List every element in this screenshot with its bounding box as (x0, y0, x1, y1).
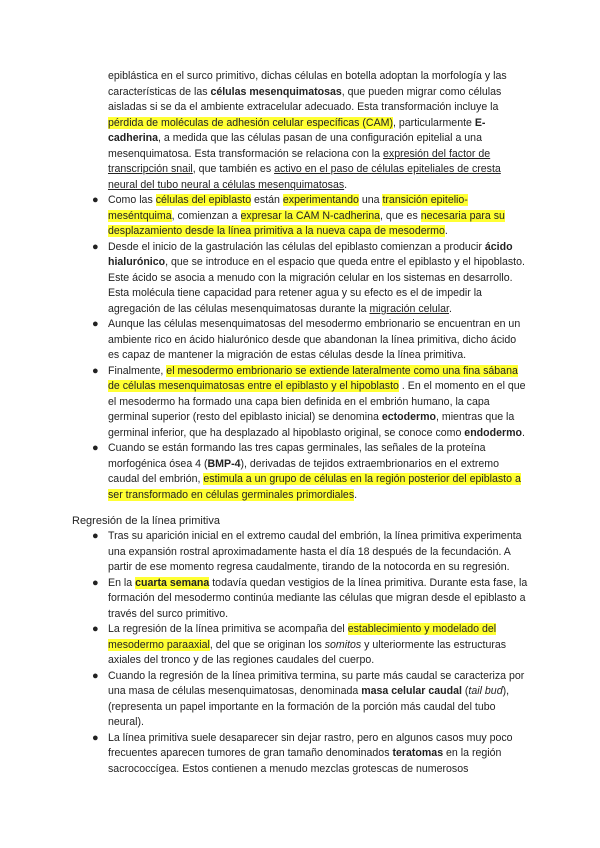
list-item (92, 669, 528, 731)
bullet-icon: ● (92, 669, 99, 682)
list-item (92, 576, 528, 623)
text-run: . (521, 426, 525, 439)
text-run: Tras su aparición inicial en el extremo caudal del embrión, la línea primitiva experimenta una expansión rostral aproximadamente hasta el día 18 después de la fecundación. A partir de ese momento regresa caudalmente, tirando de la notocorda en su regresión. (108, 530, 522, 573)
bullet-list-regression (92, 529, 528, 777)
highlighted-text: necesaria para su desplazamiento desde la línea primitiva a la nueva capa de mesodermo (108, 209, 505, 237)
text-run: , comienzan a (171, 209, 241, 222)
bullet-icon: ● (92, 318, 99, 330)
text-run: Como las (108, 194, 156, 206)
text-run: una (358, 194, 383, 206)
continuation-paragraph (108, 69, 528, 193)
underlined-text: migración celular (369, 302, 449, 315)
text-run: ), (representa un papel importante en la formación de la porción más caudal del tubo neural). (108, 685, 510, 728)
bold-term: masa celular caudal (361, 685, 462, 697)
bullet-list-gastrulation (92, 193, 528, 503)
bullet-icon: ● (92, 442, 99, 454)
list-item (92, 622, 528, 669)
bullet-icon: ● (92, 731, 99, 744)
underlined-text: expresión del factor de transcripción snail (108, 147, 491, 175)
text-run: Cuando la regresión de la línea primitiva termina, su parte más caudal se caracteriza por una masa de células mesenquimatosas, denominada (108, 669, 525, 697)
highlighted-bold-term: cuarta semana (135, 576, 210, 589)
text-run: están (251, 194, 283, 206)
list-item (92, 364, 528, 442)
highlighted-text: células del epiblasto (155, 194, 252, 206)
text-run: ), derivadas de tejidos extraembrionarios en el extremo caudal del embrión, (108, 457, 499, 485)
text-run: Desde el inicio de la gastrulación las células del epiblasto comienzan a producir (108, 240, 485, 253)
text-run: , que es (380, 209, 421, 222)
bullet-icon: ● (92, 623, 99, 635)
text-run: , particularmente (393, 116, 475, 129)
list-item (92, 317, 528, 364)
text-run: La línea primitiva suele desaparecer sin dejar rastro, pero en algunos casos muy poco frecuentes aparecen tumores de gran tamaño denominados (108, 731, 513, 759)
list-item (92, 529, 528, 576)
list-item (92, 731, 528, 778)
text-run: . (344, 178, 348, 191)
highlighted-text: estimula a un grupo de células en la región posterior del epiblasto a ser transformado en células germinales primordiales (108, 473, 521, 501)
highlighted-text: el mesodermo embrionario se extiende lateralmente como una fina sábana de células mesenquimatosas entre el epiblasto y el hipoblasto (108, 364, 518, 392)
highlighted-text: transición epitelio-meséntquima (108, 194, 468, 222)
text-run: En la (108, 576, 136, 589)
bold-term: ectodermo (381, 411, 436, 423)
italic-term: tail bud (468, 685, 503, 697)
list-item (92, 441, 528, 503)
text-run: . (444, 225, 448, 237)
bold-term: células mesenquimatosas (210, 85, 342, 98)
text-run: . (354, 488, 358, 501)
bold-term: E-cadherina (108, 116, 486, 144)
bullet-icon: ● (92, 194, 99, 206)
text-run: , mientras que la germinal inferior, que ha desplazado al hipoblasto original, se conoce como (108, 411, 515, 439)
bold-term: ácido hialurónico (108, 240, 513, 268)
text-run: La regresión de la línea primitiva se acompaña del (108, 623, 348, 635)
text-run: Finalmente, (108, 364, 167, 377)
bullet-icon: ● (92, 530, 99, 542)
highlighted-text: expresar la CAM N-cadherina (240, 209, 381, 222)
text-run: ( (461, 685, 469, 697)
text-run: , del que se originan los (209, 638, 325, 651)
text-run: , que también es (192, 163, 275, 175)
underlined-text: activo en el paso de células epiteliales de cresta neural del tubo neural a células mesenquimatosas (108, 163, 501, 191)
text-run: epiblástica en el surco primitivo, dichas células en botella adoptan la morfología y las características de las (108, 70, 507, 98)
text-run: , a medida que las células pasan de una configuración epitelial a una mesenquimatosa. Esta transformación se relaciona con la (108, 132, 482, 160)
text-run: . En el momento en el que el mesodermo ha formado una capa bien definida en el embrión humano, la capa germinal superior (resto del epiblasto inicial) se denomina (108, 380, 526, 423)
list-item (92, 240, 528, 318)
highlighted-text: establecimiento y modelado del mesodermo paraaxial (108, 623, 497, 651)
text-run: Cuando se están formando las tres capas germinales, las señales de la proteína morfogénica ósea 4 ( (108, 442, 486, 470)
text-run: , que se introduce en el espacio que queda entre el epiblasto y el hipoblasto. Este ácido se asocia a menudo con la migración celular en los sistemas en desarrollo. Esta molécula tiene capacidad para retener agua y su efecto es el de impedir la agregación de las células mesenquimatosas durante la (108, 256, 525, 315)
text-run: , que pueden migrar como células aisladas si se da el ambiente extracelular adecuado. Esta transformación incluye la (108, 85, 502, 113)
highlighted-text: experimentando (282, 194, 359, 206)
bullet-icon: ● (92, 240, 99, 253)
text-run: . (448, 302, 452, 315)
text-run: en la región sacrococcígea. Estos contienen a menudo mezclas grotescas de numerosos (108, 747, 502, 775)
bold-term: BMP-4 (207, 457, 241, 470)
italic-term: somitos (324, 638, 362, 651)
bold-term: endodermo (464, 426, 522, 439)
bold-term: teratomas (392, 747, 444, 759)
text-run: y ulteriormente las estructuras axiales del tronco y de las regiones caudales del cuerpo. (108, 638, 507, 666)
highlighted-text: pérdida de moléculas de adhesión celular específicas (CAM) (108, 116, 394, 129)
text-run: todavía quedan vestigios de la línea primitiva. Durante esta fase, la formación del mesodermo continúa mediante las células que migran desde el epiblasto a través del surco primitivo. (108, 576, 528, 620)
bullet-icon: ● (92, 364, 99, 377)
section-heading: Regresión de la línea primitiva (72, 515, 220, 527)
list-item (92, 193, 528, 240)
text-run: Aunque las células mesenquimatosas del mesodermo embrionario se encuentran en un ambiente rico en ácido hialurónico desde que abandonan la línea primitiva, dicho ácido es capaz de mantener la migración de estas células desde la línea primitiva. (108, 318, 521, 361)
bullet-icon: ● (92, 576, 99, 589)
